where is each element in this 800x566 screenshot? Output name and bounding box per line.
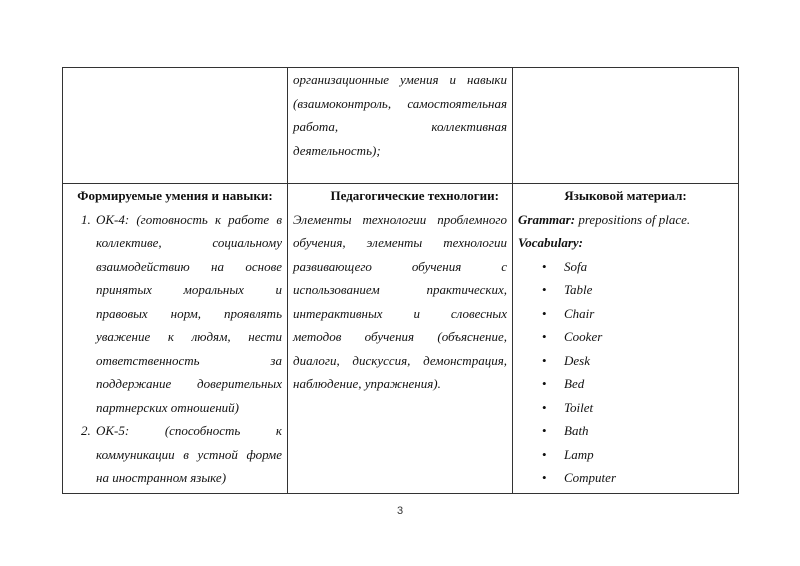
technologies-header: Педагогические технологии: xyxy=(330,188,499,203)
language-header: Языковой материал: xyxy=(564,188,687,203)
skill-item: 2. ОК-5: (способность к коммуникации в устной форме на иностранном языке) xyxy=(94,419,282,490)
vocabulary-list xyxy=(518,255,733,490)
org-skills-cell xyxy=(288,68,513,184)
text-line: организационные умения и навыки xyxy=(293,72,507,87)
technologies-text: Элементы технологии проблемного обучения, элементы технологии развивающего обучения с использованием практических, интерактивных и словесных методов обучения (объяснение, диалоги, дискуссия, демонстрация, наблюдение, упражнения). xyxy=(293,211,507,391)
list-item: • Bed xyxy=(564,372,733,396)
skills-header: Формируемые умения и навыки: xyxy=(77,188,273,203)
list-item: • Chair xyxy=(564,302,733,326)
list-item: • Sofa xyxy=(564,255,733,279)
skills-cell xyxy=(63,184,288,494)
list-item: • Bath xyxy=(564,419,733,443)
grammar-line xyxy=(518,208,733,232)
grammar-value: prepositions of place. xyxy=(575,211,691,227)
list-item: • Lamp xyxy=(564,443,733,467)
lesson-plan-table xyxy=(62,67,739,494)
empty-cell xyxy=(513,68,739,184)
list-item: • Toilet xyxy=(564,396,733,420)
list-item: • Desk xyxy=(564,349,733,373)
list-item: • Table xyxy=(564,278,733,302)
empty-cell xyxy=(63,68,288,184)
text-line: деятельность); xyxy=(293,142,381,158)
skill-item: 1. ОК-4: (готовность к работе в коллективе, социальному взаимодействию на основе принятых моральных и правовых норм, проявлять уважение к людям, нести ответственность за поддержание доверительных партнерских отношений) xyxy=(94,208,282,420)
table-row xyxy=(63,184,739,494)
technologies-cell xyxy=(288,184,513,494)
vocabulary-label: Vocabulary: xyxy=(518,235,583,250)
page-number: 3 xyxy=(396,505,404,517)
list-item: • Computer xyxy=(564,466,733,490)
skills-list xyxy=(68,208,282,490)
language-material-cell xyxy=(513,184,739,494)
list-item: • Cooker xyxy=(564,325,733,349)
table-row xyxy=(63,68,739,184)
vocabulary-line xyxy=(518,231,733,255)
text-line: работа, коллективная xyxy=(293,119,507,134)
grammar-label: Grammar: xyxy=(518,211,576,227)
text-line: (взаимоконтроль, самостоятельная xyxy=(293,95,507,111)
